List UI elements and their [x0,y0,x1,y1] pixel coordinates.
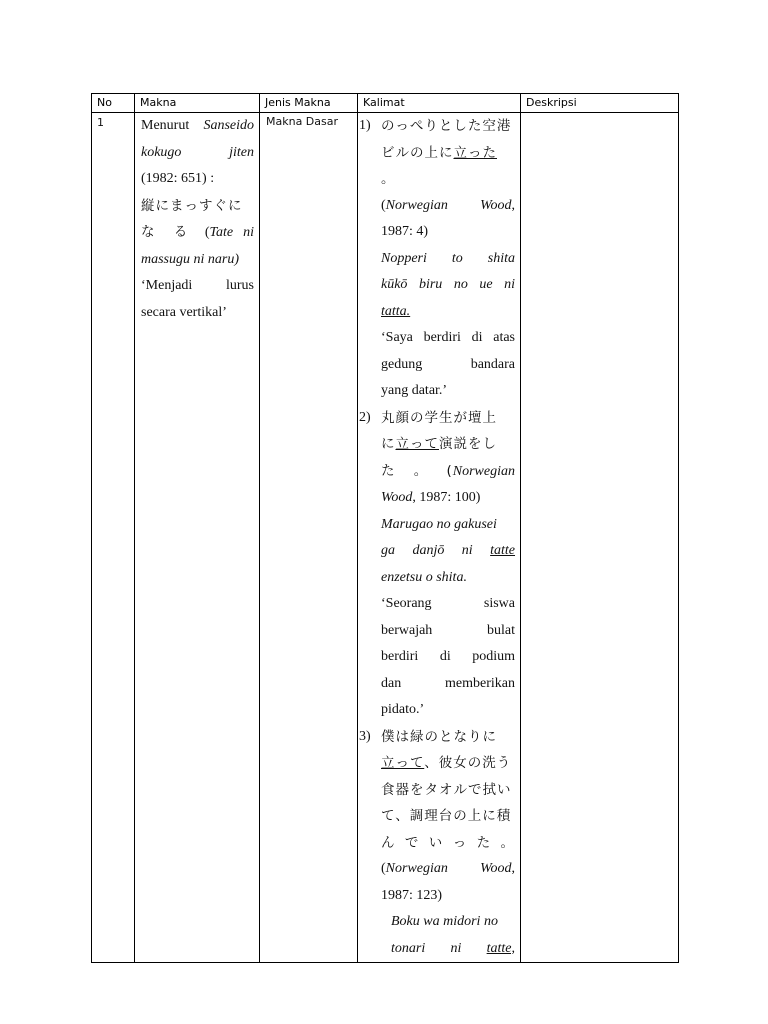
example-translation [381,591,515,618]
romaji-text: ga danjō ni [381,543,473,558]
makna-text: ( [204,225,210,240]
table-row [92,113,679,963]
example-translation [381,671,515,698]
header-deskripsi: Deskripsi [521,94,679,113]
example-source: 1987: 123) [381,887,443,903]
example-translation [381,352,515,379]
makna-line [141,219,254,247]
example-japanese: 食器をタオルで拭い [381,781,512,798]
header-jenis-makna: Jenis Makna [260,94,358,113]
translation-text: bulat [487,622,515,638]
example-japanese [381,431,515,458]
example-japanese: 僕は緑のとなりに [381,728,497,745]
makna-translation: lurus [226,278,254,293]
jp-text: た 。 ( [381,462,453,479]
example-translation: berdiri di podium [381,649,515,664]
example-source: 1987: 4) [381,224,429,239]
table-header-row [92,94,679,113]
jp-keyword: 立って [381,755,425,771]
list-item [358,405,515,724]
example-number: 1) [359,118,371,133]
romaji-text: Boku wa midori no [391,914,498,929]
jp-text: 、彼女の洗う [424,755,512,771]
list-item [358,724,515,963]
romaji-text: Marugao no gakusei [381,516,497,532]
source-text: ( [381,861,386,876]
jp-text: に [381,436,396,452]
makna-source-title: Sanseido [203,118,254,133]
translation-text: siswa [483,596,515,611]
header-kalimat: Kalimat [358,94,521,113]
example-japanese: のっぺりとした空港 [381,118,512,134]
source-title: Wood [381,490,413,505]
translation-text: berwajah [381,622,433,638]
jp-text: 演説をし [439,436,497,452]
example-translation: pidato.’ [381,702,425,717]
example-number: 2) [359,409,371,425]
makna-line [141,247,254,274]
source-text: , [511,197,515,213]
source-title: Norwegian [385,197,448,213]
list-item [358,113,515,405]
example-romaji [381,272,515,299]
romaji-text: Nopperi to shita [381,250,515,266]
translation-text: gedung [381,356,423,372]
romaji-keyword: tatte, [486,940,515,956]
makna-japanese: な る [141,224,195,240]
source-title: Norwegian [385,861,448,876]
makna-line [141,140,254,167]
jp-text: 。 [381,171,396,187]
translation-text: ‘Seorang [381,596,432,611]
example-romaji [381,565,515,592]
source-title: Wood [480,861,512,876]
romaji-keyword: tatte [490,543,516,558]
header-makna: Makna [135,94,260,113]
source-title: Norwegian [452,463,515,479]
example-japanese: て、調理台の上に積 [381,808,512,824]
makna-romaji: massugu ni naru) [141,251,240,267]
meaning-table [91,93,679,963]
translation-text: bandara [470,356,515,372]
cell-no: 1 [92,113,135,963]
romaji-text: enzetsu o shita. [381,569,467,585]
jp-text: ビルの上に [381,144,454,161]
romaji-keyword: tatta. [381,303,411,319]
example-translation: ‘Saya berdiri di atas [381,330,515,345]
example-japanese: 丸顔の学生が壇上 [381,409,497,426]
cell-makna [135,113,260,963]
makna-text: Menurut [141,118,204,133]
example-source [381,485,515,512]
cell-jenis-makna: Makna Dasar [260,113,358,963]
example-romaji [381,299,515,326]
source-text: , 1987: 100) [412,490,481,505]
translation-text: memberikan [445,675,515,691]
makna-translation: secara vertikal’ [141,304,227,320]
cell-deskripsi [521,113,679,963]
header-no: No [92,94,135,113]
example-romaji [381,936,515,963]
example-source [381,458,515,486]
source-text: ( [381,197,386,213]
example-romaji [381,512,515,539]
example-romaji [381,909,515,936]
example-translation: yang datar.’ [381,383,448,398]
makna-source-title: kokugo [141,144,182,160]
example-number: 3) [359,728,371,744]
example-romaji [381,246,515,273]
makna-citation: (1982: 651) : [141,171,215,186]
example-japanese [381,750,515,777]
makna-line [141,113,254,140]
romaji-text: tonari ni [391,940,462,956]
romaji-text: kūkō biru no ue ni [381,277,515,292]
makna-line [141,273,254,300]
jp-keyword: 立った [453,144,497,161]
example-japanese: ん で い っ た 。 [381,834,515,851]
makna-translation: ‘Menjadi [141,278,193,293]
makna-japanese: 縦にまっすぐに [141,197,243,214]
translation-text: dan [381,675,402,691]
makna-source-title: jiten [229,144,254,160]
makna-romaji: Tate ni [209,225,255,240]
cell-kalimat [358,113,521,963]
source-title: Wood [480,197,512,213]
example-source [381,856,515,883]
example-source [381,193,515,220]
source-text: , [511,861,515,876]
example-japanese [381,140,515,193]
example-romaji [381,538,515,565]
example-translation [381,618,515,645]
jp-keyword: 立って [395,436,439,452]
